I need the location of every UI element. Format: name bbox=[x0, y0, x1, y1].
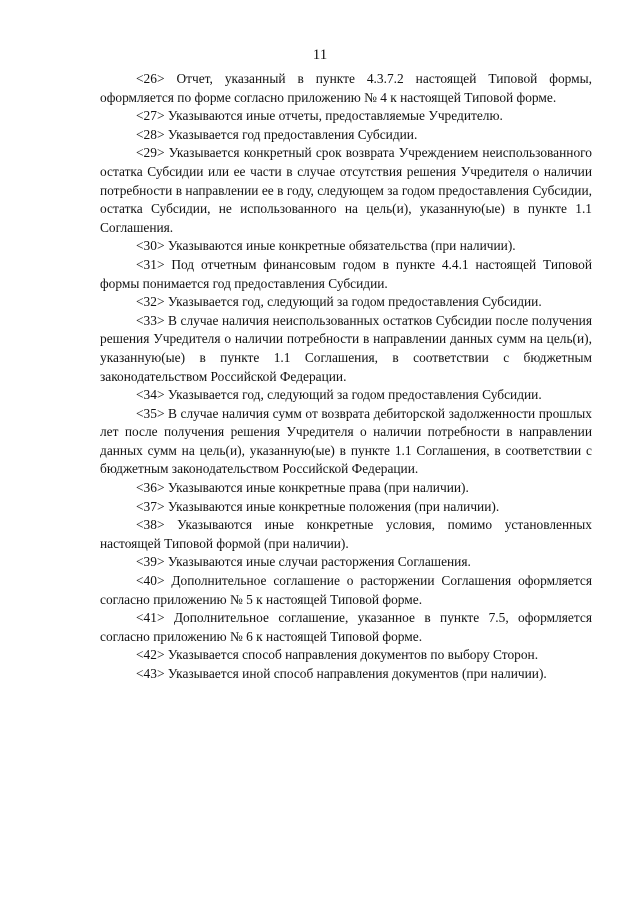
footnote-38: <38> Указываются иные конкретные условия, помимо установленных настоящей Типовой формой (при наличии). bbox=[100, 517, 592, 551]
footnote-34: <34> Указывается год, следующий за годом предоставления Субсидии. bbox=[136, 387, 542, 403]
footnote-39: <39> Указываются иные случаи расторжения Соглашения. bbox=[136, 554, 471, 570]
footnote-28: <28> Указывается год предоставления Субсидии. bbox=[136, 126, 418, 142]
footnote-40: <40> Дополнительное соглашение о расторжении Соглашения оформляется согласно приложению № 5 к настоящей Типовой форме. bbox=[100, 573, 592, 607]
footnotes-list bbox=[100, 70, 592, 684]
footnote-26: <26> Отчет, указанный в пункте 4.3.7.2 настоящей Типовой формы, оформляется по форме согласно приложению № 4 к настоящей Типовой форме. bbox=[100, 71, 592, 105]
footnote-42: <42> Указывается способ направления документов по выбору Сторон. bbox=[136, 647, 539, 663]
footnote-37: <37> Указываются иные конкретные положения (при наличии). bbox=[136, 498, 500, 514]
footnote-29: <29> Указывается конкретный срок возврата Учреждением неиспользованного остатка Субсидии или ее части в случае отсутствия решения Учредителя о наличии потребности в направлении ее в году, следующем за годом предоставления Субсидии, остатка Субсидии, не использованного на цель(и), указанную(ые) в пункте 1.1 Соглашения. bbox=[100, 145, 592, 235]
footnote-30: <30> Указываются иные конкретные обязательства (при наличии). bbox=[136, 238, 516, 254]
footnote-35: <35> В случае наличия сумм от возврата дебиторской задолженности прошлых лет после получения решения Учредителя о наличии потребности в направлении данных сумм на цель(и), указанную(ые) в пункте 1.1 Соглашения, в соответствии с бюджетным законодательством Российской Федерации. bbox=[100, 405, 592, 477]
footnote-41: <41> Дополнительное соглашение, указанное в пункте 7.5, оформляется согласно приложению № 6 к настоящей Типовой форме. bbox=[100, 610, 592, 644]
footnote-32: <32> Указывается год, следующий за годом предоставления Субсидии. bbox=[136, 294, 542, 310]
page-number: 11 bbox=[312, 47, 328, 63]
footnote-43: <43> Указывается иной способ направления документов (при наличии). bbox=[136, 666, 547, 681]
footnote-31: <31> Под отчетным финансовым годом в пункте 4.4.1 настоящей Типовой формы понимается год предоставления Субсидии. bbox=[100, 256, 592, 291]
footnote-27: <27> Указываются иные отчеты, предоставляемые Учредителю. bbox=[136, 108, 503, 124]
footnote-36: <36> Указываются иные конкретные права (при наличии). bbox=[136, 480, 469, 496]
footnote-33: <33> В случае наличия неиспользованных остатков Субсидии после получения решения Учредителя о наличии потребности в направлении данных сумм на цель(и), указанную(ые) в пункте 1.1 Соглашения, в соответствии с бюджетным законодательством Российской Федерации. bbox=[100, 312, 592, 384]
